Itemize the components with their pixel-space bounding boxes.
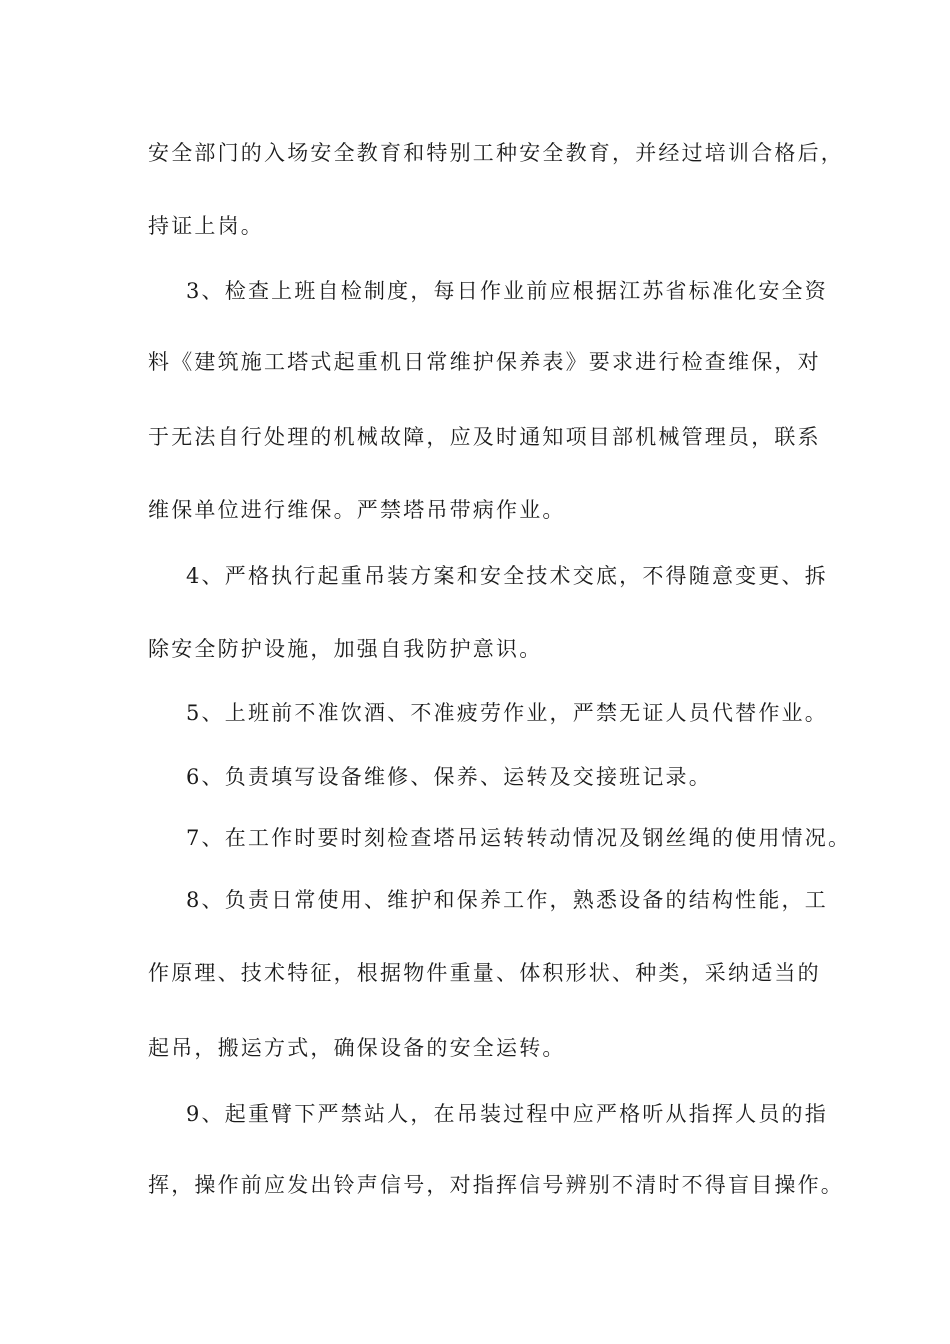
text-line: 挥，操作前应发出铃声信号，对指挥信号辨别不清时不得盲目操作。 <box>148 1173 844 1197</box>
text-line: 持证上岗。 <box>148 214 264 238</box>
text-line: 作原理、技术特征，根据物件重量、体积形状、种类，采纳适当的 <box>148 961 821 985</box>
text-line: 除安全防护设施，加强自我防护意识。 <box>148 637 543 661</box>
text-line: 于无法自行处理的机械故障，应及时通知项目部机械管理员，联系 <box>148 425 821 449</box>
text-line: 维保单位进行维保。严禁塔吊带病作业。 <box>148 498 566 522</box>
paragraph-8-line: 8、负责日常使用、维护和保养工作，熟悉设备的结构性能，工 <box>186 888 828 912</box>
text-line: 安全部门的入场安全教育和特别工种安全教育，并经过培训合格后， <box>148 141 844 165</box>
text-line: 起吊，搬运方式，确保设备的安全运转。 <box>148 1036 566 1060</box>
text-line: 料《建筑施工塔式起重机日常维护保养表》要求进行检查维保，对 <box>148 350 821 374</box>
paragraph-9-line: 9、起重臂下严禁站人，在吊装过程中应严格听从指挥人员的指 <box>186 1102 828 1126</box>
paragraph-3-line: 3、检查上班自检制度，每日作业前应根据江苏省标准化安全资 <box>186 279 828 303</box>
paragraph-4-line: 4、严格执行起重吊装方案和安全技术交底，不得随意变更、拆 <box>186 564 828 588</box>
paragraph-6-line: 6、负责填写设备维修、保养、运转及交接班记录。 <box>186 765 712 789</box>
paragraph-5-line: 5、上班前不准饮酒、不准疲劳作业，严禁无证人员代替作业。 <box>186 701 828 725</box>
paragraph-7-line: 7、在工作时要时刻检查塔吊运转转动情况及钢丝绳的使用情况。 <box>186 826 852 850</box>
